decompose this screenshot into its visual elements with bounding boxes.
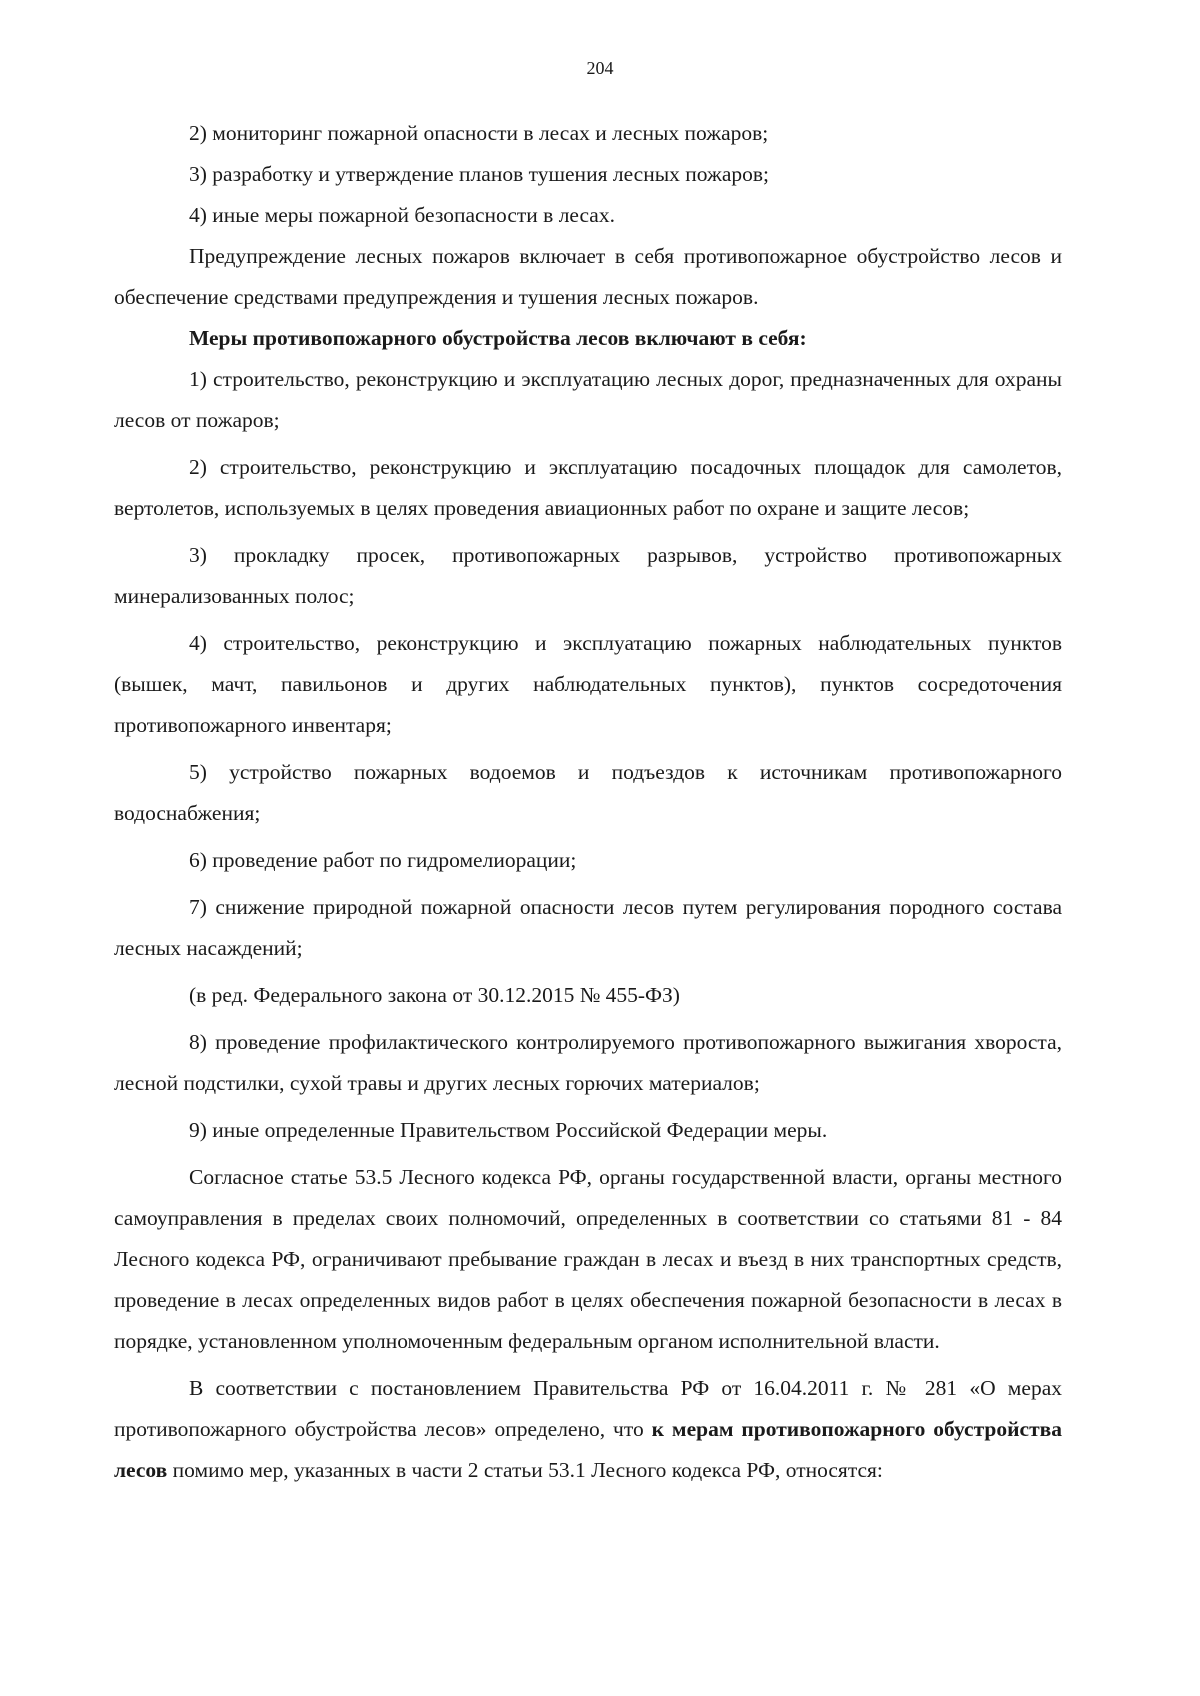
measure-item-2: 2) строительство, реконструкцию и эксплуатацию посадочных площадок для самолетов, вертолетов, используемых в целях проведения авиационных работ по охране и защите лесов;: [114, 455, 1062, 520]
paragraph-forest-code-article: Согласное статье 53.5 Лесного кодекса РФ, органы государственной власти, органы местного самоуправления в пределах своих полномочий, определенных в соответствии со статьями 81 - 84 Лесного кодекса РФ, ограничивают пребывание граждан в лесах и въезд в них транспортных средств, проведение в лесах определенных видов работ в целях обеспечения пожарной безопасности в лесах в порядке, установленном уполномоченным федеральным органом исполнительной власти.: [114, 1165, 1062, 1353]
list-item-extinguishing-plans: 3) разработку и утверждение планов тушения лесных пожаров;: [189, 162, 770, 186]
amendment-note: (в ред. Федерального закона от 30.12.2015 № 455-ФЗ): [189, 983, 680, 1007]
document-body: [114, 113, 1062, 1491]
measure-item-8: 8) проведение профилактического контролируемого противопожарного выжигания хвороста, лесной подстилки, сухой травы и других лесных горючих материалов;: [114, 1030, 1062, 1095]
paragraph-prevention: Предупреждение лесных пожаров включает в себя противопожарное обустройство лесов и обеспечение средствами предупреждения и тушения лесных пожаров.: [114, 244, 1062, 309]
decree-text-start: В соответствии с постановлением Правительства РФ от 16.04.2011 г. № 281 «О мерах противопожарного обустройства лесов» определено, что: [114, 1376, 1062, 1441]
measure-item-7: 7) снижение природной пожарной опасности лесов путем регулирования породного состава лесных насаждений;: [114, 895, 1062, 960]
paragraph-government-decree: [114, 1368, 1062, 1491]
measure-item-6: 6) проведение работ по гидромелиорации;: [189, 848, 577, 872]
page-number: 204: [586, 58, 614, 78]
measure-item-9: 9) иные определенные Правительством Российской Федерации меры.: [189, 1118, 828, 1142]
decree-text-end: помимо мер, указанных в части 2 статьи 53.1 Лесного кодекса РФ, относятся:: [167, 1458, 883, 1482]
list-item-monitoring: 2) мониторинг пожарной опасности в лесах и лесных пожаров;: [189, 121, 769, 145]
list-item-other-measures: 4) иные меры пожарной безопасности в лесах.: [189, 203, 615, 227]
section-heading: Меры противопожарного обустройства лесов включают в себя:: [189, 326, 807, 350]
decree-bold-phrase: к мерам противопожарного обустройства лесов: [114, 1417, 1062, 1482]
measure-item-4: 4) строительство, реконструкцию и эксплуатацию пожарных наблюдательных пунктов (вышек, мачт, павильонов и других наблюдательных пунктов), пунктов сосредоточения противопожарного инвентаря;: [114, 631, 1062, 737]
measure-item-1: 1) строительство, реконструкцию и эксплуатацию лесных дорог, предназначенных для охраны лесов от пожаров;: [114, 367, 1062, 432]
measure-item-3: 3) прокладку просек, противопожарных разрывов, устройство противопожарных минерализованных полос;: [114, 543, 1062, 608]
measure-item-5: 5) устройство пожарных водоемов и подъездов к источникам противопожарного водоснабжения;: [114, 760, 1062, 825]
